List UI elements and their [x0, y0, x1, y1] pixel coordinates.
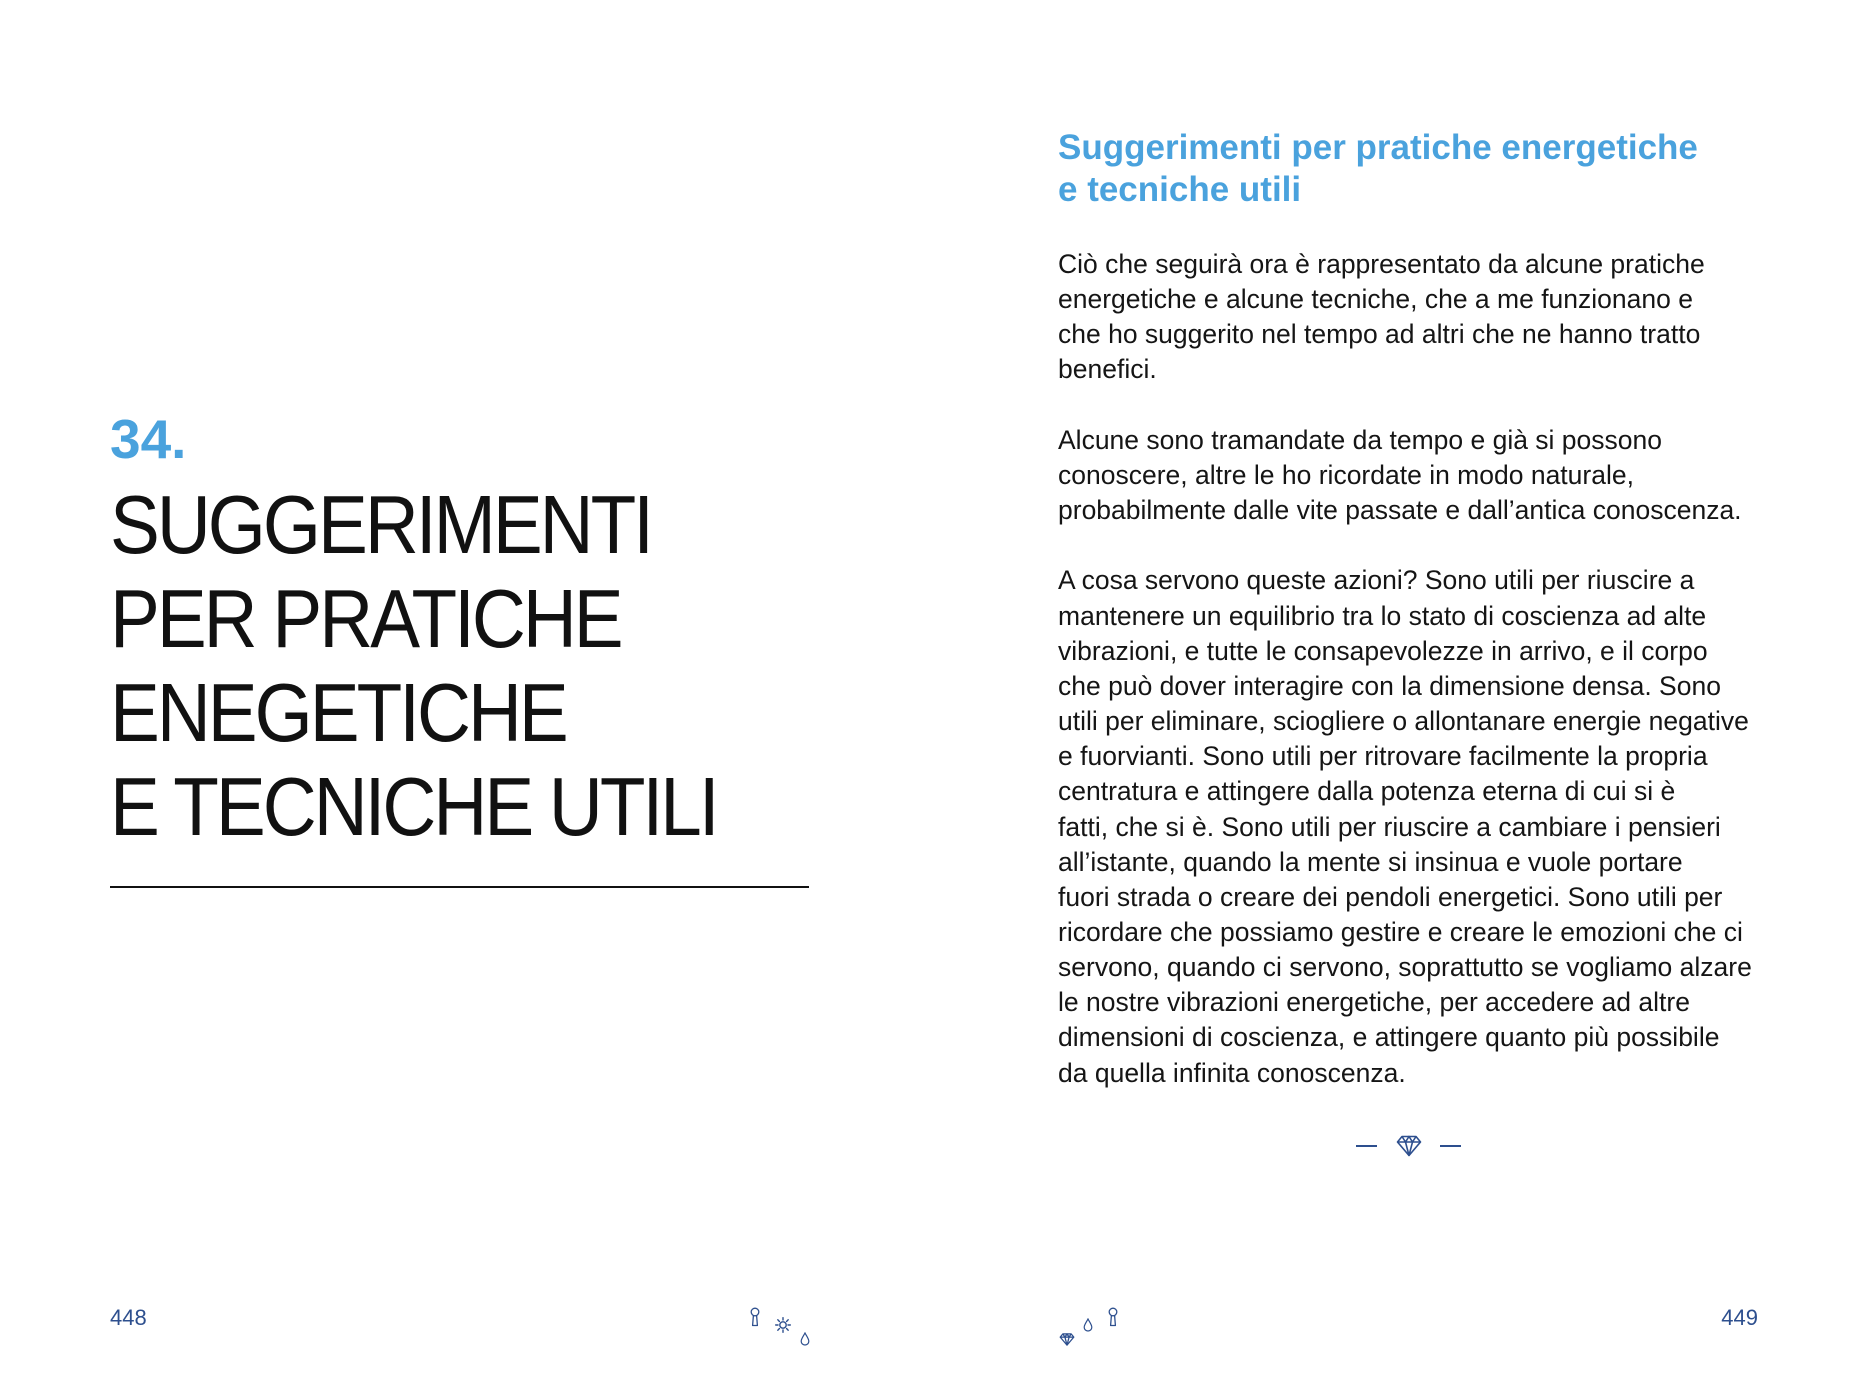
body-line: energetiche e alcune tecniche, che a me funzionano e	[1058, 284, 1693, 315]
body-line: conoscere, altre le ho ricordate in modo naturale,	[1058, 459, 1634, 490]
body-line: dimensioni di coscienza, e attingere quanto più possibile	[1058, 1022, 1720, 1053]
body-line: fuori strada o creare dei pendoli energetici. Sono utili per	[1058, 881, 1723, 912]
body-paragraph	[1058, 563, 1752, 1090]
page-number-left: 448	[110, 1305, 147, 1330]
keyhole-icon	[1107, 1307, 1119, 1327]
body-line: servono, quando ci servono, soprattutto se vogliamo alzare	[1058, 952, 1752, 983]
body-line: Ciò che seguirà ora è rappresentato da alcune pratiche	[1058, 249, 1705, 279]
section-separator	[1350, 1134, 1468, 1158]
body-line: all’istante, quando la mente si insinua e vuole portare	[1058, 846, 1683, 877]
title-divider	[110, 886, 809, 888]
body-line: centratura e attingere dalla potenza eterna di cui si è	[1058, 776, 1676, 807]
body-line: le nostre vibrazioni energetiche, per accedere ad altre	[1058, 987, 1690, 1018]
body-line: Alcune sono tramandate da tempo e già si possono	[1058, 424, 1663, 455]
body-line: utili per eliminare, sciogliere o allontanare energie negative	[1058, 706, 1749, 737]
body-line: da quella infinita conoscenza.	[1058, 1057, 1406, 1088]
section-heading-line: e tecniche utili	[1058, 169, 1302, 209]
body-paragraph	[1058, 247, 1752, 388]
body-text	[1058, 247, 1752, 1091]
separator-dash	[1356, 1145, 1377, 1147]
body-line: che ho suggerito nel tempo ad altri che ne hanno tratto	[1058, 319, 1701, 350]
drop-icon	[1083, 1318, 1093, 1332]
body-line: A cosa servono queste azioni? Sono utili per riuscire a	[1058, 565, 1695, 596]
drop-icon	[800, 1332, 810, 1346]
chapter-title-line: E TECNICHE UTILI	[110, 760, 717, 853]
separator-dash	[1440, 1145, 1461, 1147]
body-line: fatti, che si è. Sono utili per riuscire a cambiare i pensieri	[1058, 811, 1721, 842]
body-line: benefici.	[1058, 354, 1157, 385]
body-line: mantenere un equilibrio tra lo stato di coscienza ad alte	[1058, 600, 1707, 631]
chapter-number: 34.	[110, 408, 187, 470]
body-line: probabilmente dalle vite passate e dall’antica conoscenza.	[1058, 495, 1742, 526]
chapter-title-line: PER PRATICHE	[110, 572, 621, 665]
sun-icon	[775, 1317, 791, 1333]
page-number-right: 449	[1721, 1305, 1758, 1330]
body-line: ricordare che possiamo gestire e creare le emozioni che ci	[1058, 916, 1743, 947]
body-line: e fuorvianti. Sono utili per ritrovare facilmente la propria	[1058, 741, 1708, 772]
chapter-title-line: ENEGETICHE	[110, 666, 566, 759]
chapter-title-line: SUGGERIMENTI	[110, 478, 652, 571]
diamond-icon	[1059, 1333, 1075, 1346]
section-heading	[1058, 127, 1698, 210]
body-line: che può dover interagire con la dimensione densa. Sono	[1058, 670, 1721, 701]
body-paragraph	[1058, 423, 1752, 528]
chapter-title	[110, 478, 784, 854]
section-heading-line: Suggerimenti per pratiche energetiche	[1058, 128, 1698, 167]
body-line: vibrazioni, e tutte le consapevolezze in arrivo, e il corpo	[1058, 635, 1708, 666]
right-page	[934, 0, 1868, 1400]
keyhole-icon	[749, 1307, 761, 1327]
diamond-icon	[1396, 1135, 1422, 1157]
